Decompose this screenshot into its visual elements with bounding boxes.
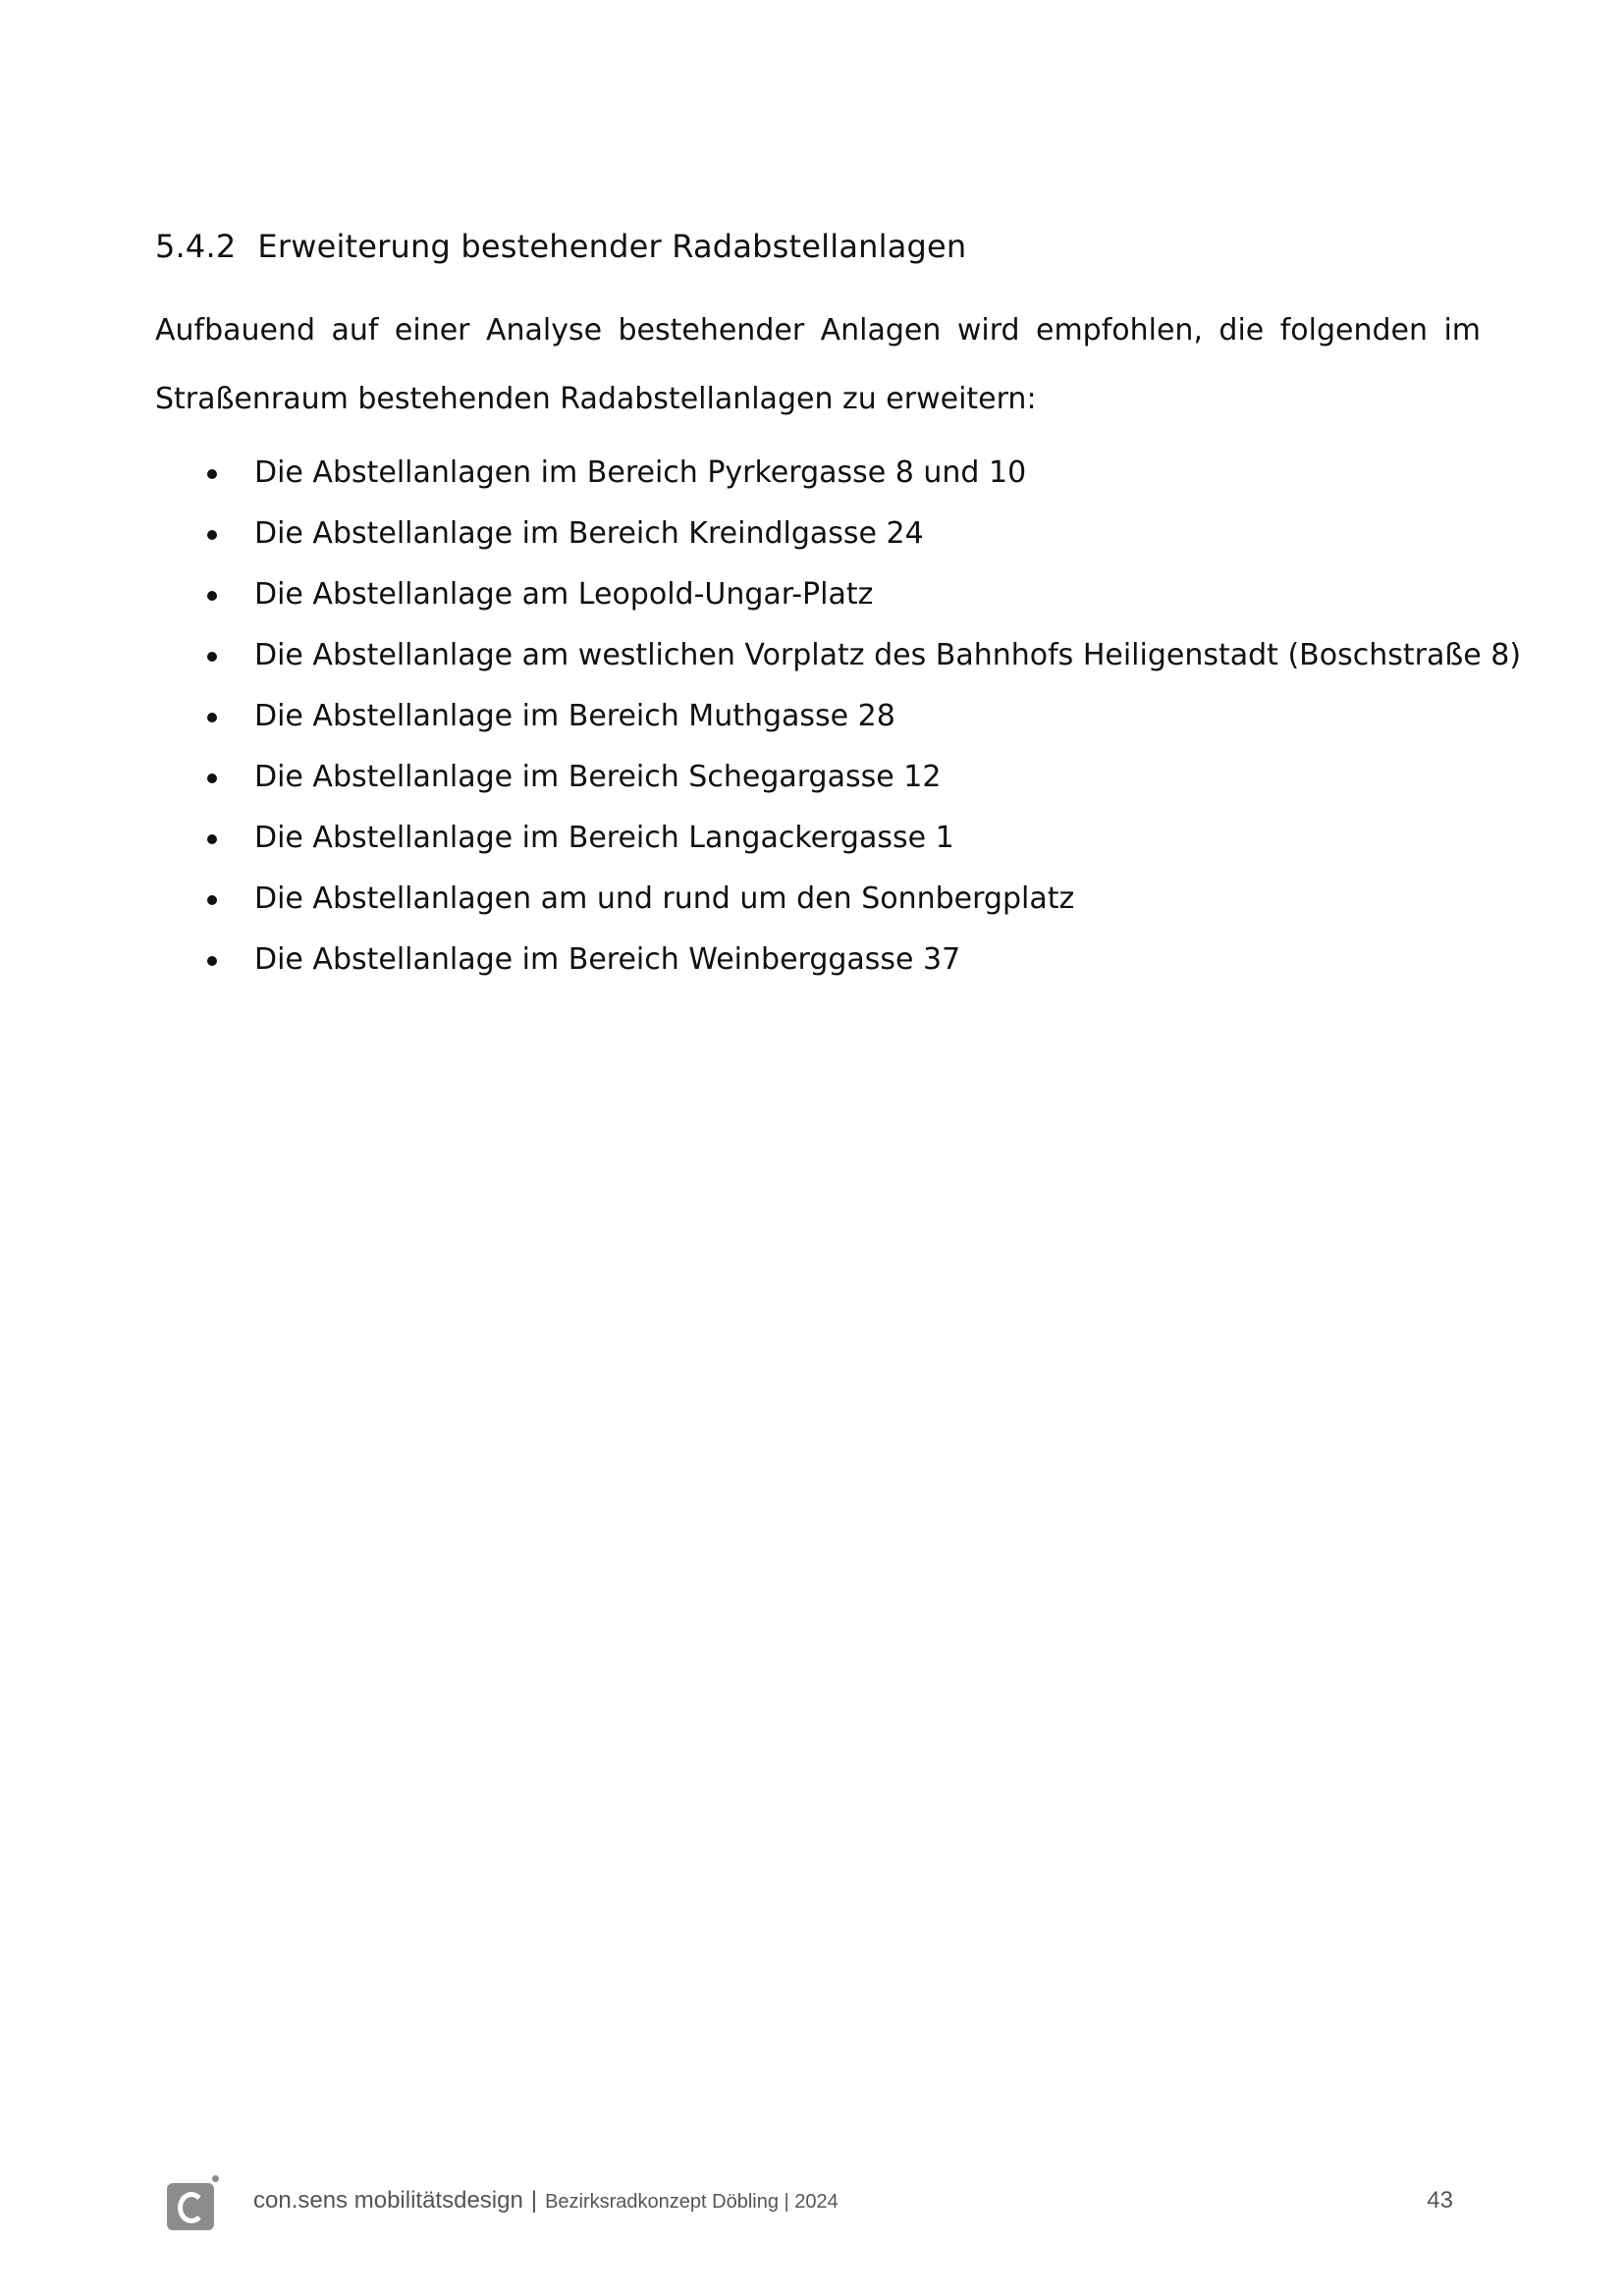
list-item [155, 508, 1521, 569]
list-item [155, 630, 1521, 691]
list-item [155, 874, 1521, 934]
bullet-icon [207, 713, 217, 722]
registered-dot-icon [212, 2175, 219, 2182]
list-item-text: Die Abstellanlage im Bereich Muthgasse 28 [254, 699, 895, 733]
intro-line-1: Aufbauend auf einer Analyse bestehender Anlagen wird empfohlen, die folgenden im [155, 313, 1481, 347]
page-number: 43 [1427, 2187, 1453, 2214]
bullet-icon [207, 834, 217, 844]
bullet-icon [207, 956, 217, 966]
bullet-icon [207, 774, 217, 783]
list-item-text: Die Abstellanlage im Bereich Weinberggasse 37 [254, 942, 961, 977]
list-item [155, 813, 1521, 874]
list-item-text: Die Abstellanlage im Bereich Kreindlgasse 24 [254, 516, 924, 551]
intro-line-2: Straßenraum bestehenden Radabstellanlagen zu erweitern: [155, 382, 1037, 416]
section-title: Erweiterung bestehender Radabstellanlagen [257, 228, 967, 265]
consens-logo-icon [167, 2183, 214, 2230]
bullet-icon [207, 591, 217, 601]
list-item-text: Die Abstellanlage am westlichen Vorplatz des Bahnhofs Heiligenstadt (Boschstraße 8) [254, 638, 1522, 672]
bullet-icon [207, 469, 217, 479]
page-footer [167, 2171, 1453, 2230]
list-item-text: Die Abstellanlage im Bereich Langackergasse 1 [254, 821, 954, 855]
footer-text [253, 2187, 839, 2215]
list-item [155, 691, 1521, 752]
bullet-icon [207, 652, 217, 662]
list-item-text: Die Abstellanlagen am und rund um den Sonnbergplatz [254, 881, 1075, 916]
footer-separator: | [530, 2187, 538, 2214]
list-item [155, 752, 1521, 813]
section-heading [155, 228, 966, 265]
footer-company: con.sens mobilitätsdesign [253, 2187, 523, 2214]
footer-project: Bezirksradkonzept Döbling | 2024 [545, 2191, 839, 2213]
list-item [155, 569, 1521, 630]
bullet-list [155, 448, 1521, 995]
intro-paragraph [155, 296, 1481, 434]
section-number: 5.4.2 [155, 228, 237, 265]
bullet-icon [207, 530, 217, 540]
list-item [155, 934, 1521, 995]
c-letter-icon [178, 2192, 205, 2223]
list-item-text: Die Abstellanlage im Bereich Schegargasse 12 [254, 760, 942, 794]
list-item [155, 448, 1521, 508]
list-item-text: Die Abstellanlage am Leopold-Ungar-Platz [254, 577, 874, 612]
bullet-icon [207, 895, 217, 905]
list-item-text: Die Abstellanlagen im Bereich Pyrkergasse 8 und 10 [254, 455, 1027, 490]
